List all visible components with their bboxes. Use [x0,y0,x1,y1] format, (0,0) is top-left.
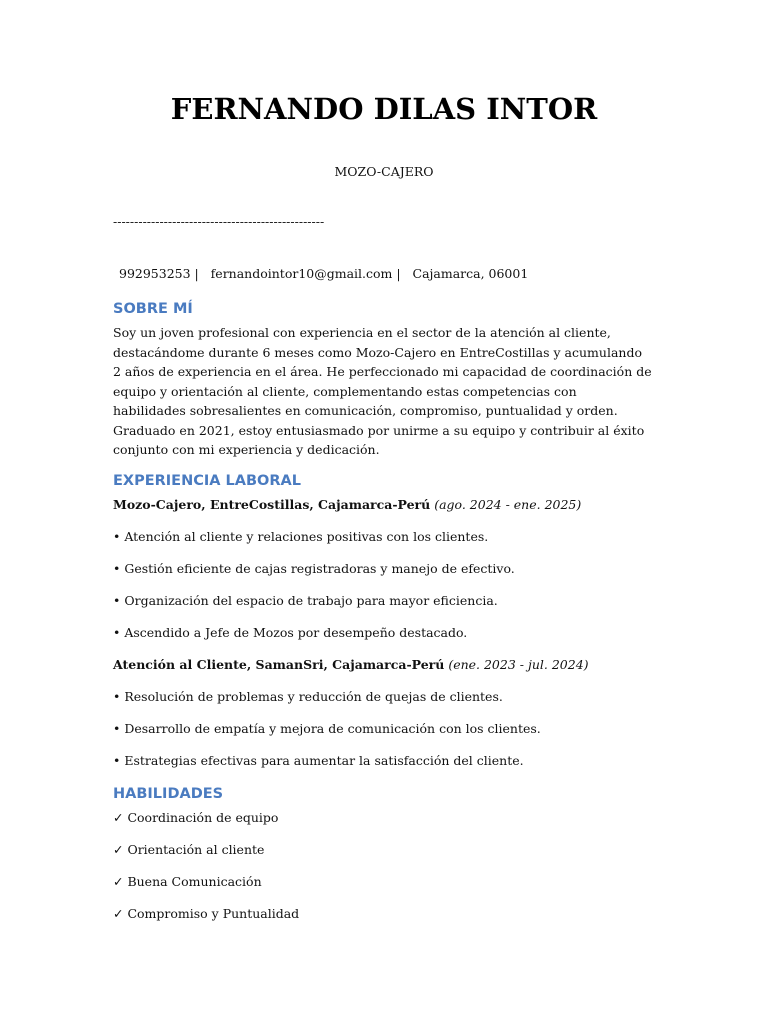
about-heading: SOBRE MÍ [113,301,193,317]
skill-item: ✓ Orientación al cliente [113,841,265,857]
job-bullet: • Desarrollo de empatía y mejora de comunicación con los clientes. [113,720,541,736]
job-position: Mozo-Cajero, EntreCostillas, Cajamarca-Perú [113,496,431,512]
header-divider: -------------------------------------------------- [113,214,325,229]
skills-heading: HABILIDADES [113,785,224,802]
job-entry [113,495,653,642]
skill-item: ✓ Buena Comunicación [113,873,262,889]
job-bullet: • Ascendido a Jefe de Mozos por desempeño destacado. [113,624,468,640]
job-title [113,655,653,674]
job-bullet: • Estrategias efectivas para aumentar la satisfacción del cliente. [113,752,524,768]
contact-line: 992953253 | fernandointor10@gmail.com | Cajamarca, 06001 [119,266,529,281]
about-section [113,298,653,460]
candidate-name: FERNANDO DILAS INTOR [170,92,598,126]
job-position: Atención al Cliente, SamanSri, Cajamarca-Perú [113,656,445,672]
experience-section [113,470,653,770]
skill-item: ✓ Compromiso y Puntualidad [113,905,300,921]
job-title [113,495,653,514]
job-dates: (ago. 2024 - ene. 2025) [434,496,582,512]
job-bullet: • Atención al cliente y relaciones positivas con los clientes. [113,528,489,544]
experience-heading: EXPERIENCIA LABORAL [113,472,301,489]
job-dates: (ene. 2023 - jul. 2024) [448,656,589,672]
candidate-role: MOZO-CAJERO [334,164,434,179]
job-bullet: • Organización del espacio de trabajo para mayor eficiencia. [113,592,498,608]
job-entry [113,655,653,770]
job-bullet: • Resolución de problemas y reducción de quejas de clientes. [113,688,503,704]
skills-section [113,783,653,923]
about-text: Soy un joven profesional con experiencia en el sector de la atención al cliente, destacándome durante 6 meses como Mozo-Cajero en EntreCostillas y acumulando 2 años de experiencia en el área. He perfeccionado mi capacidad de coordinación de equipo y orientación al cliente, complementando estas competencias con habilidades sobresalientes en comunicación, compromiso, puntualidad y orden. Graduado en 2021, estoy entusiasmado por unirme a su equipo y contribuir al éxito conjunto con mi experiencia y dedicación. [113,325,652,457]
skill-item: ✓ Coordinación de equipo [113,809,279,825]
resume-body [113,298,653,936]
job-bullet: • Gestión eficiente de cajas registradoras y manejo de efectivo. [113,560,515,576]
